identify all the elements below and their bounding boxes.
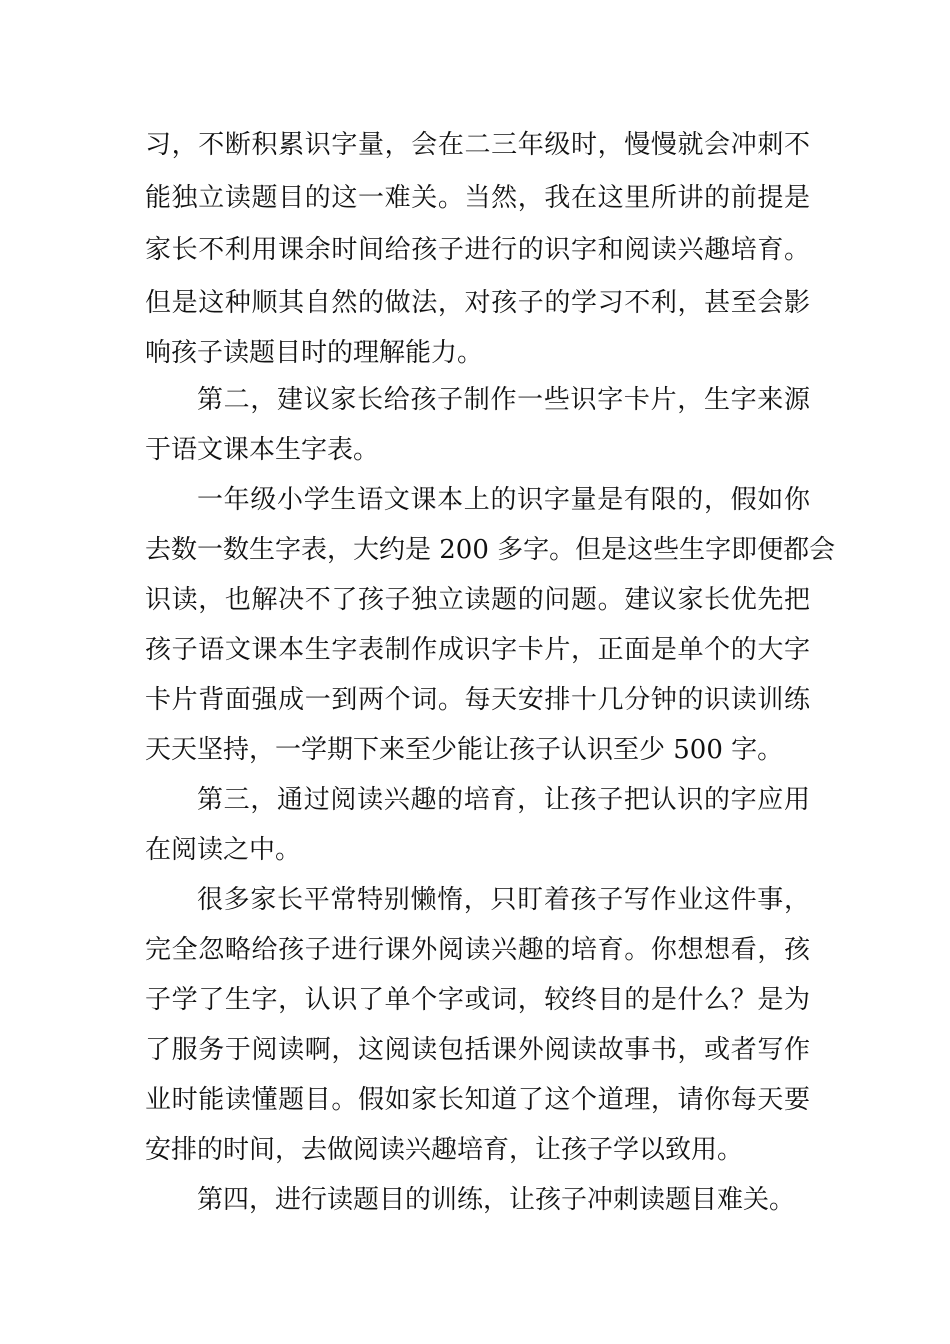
text-line: 安排的时间，去做阅读兴趣培育，让孩子学以致用。 [145, 1135, 744, 1165]
text-line: 卡片背面强成一到两个词。每天安排十几分钟的识读训练 [145, 685, 810, 715]
text-line: 响孩子读题目时的理解能力。 [145, 338, 484, 368]
text-line: 去数一数生字表，大约是 200 多字。但是这些生字即便都会 [145, 535, 836, 565]
text-line: 了服务于阅读啊，这阅读包括课外阅读故事书，或者写作 [145, 1035, 810, 1065]
text-line: 孩子语文课本生字表制作成识字卡片，正面是单个的大字 [145, 635, 810, 665]
text-line: 很多家长平常特别懒惰，只盯着孩子写作业这件事， [197, 885, 810, 915]
text-line: 能独立读题目的这一难关。当然，我在这里所讲的前提是 [145, 183, 810, 213]
text-line: 子学了生字，认识了单个字或词，较终目的是什么？是为 [145, 985, 810, 1015]
text-line: 第二，建议家长给孩子制作一些识字卡片，生字来源 [197, 385, 810, 415]
text-line: 第三，通过阅读兴趣的培育，让孩子把认识的字应用 [197, 785, 810, 815]
text-line: 但是这种顺其自然的做法，对孩子的学习不利，甚至会影 [145, 288, 810, 318]
text-line: 识读，也解决不了孩子独立读题的问题。建议家长优先把 [145, 585, 810, 615]
text-line: 第四，进行读题目的训练，让孩子冲刺读题目难关。 [197, 1185, 796, 1215]
text-line: 一年级小学生语文课本上的识字量是有限的，假如你 [197, 485, 810, 515]
text-line: 习，不断积累识字量，会在二三年级时，慢慢就会冲刺不 [145, 130, 810, 160]
text-line: 在阅读之中。 [145, 835, 302, 865]
text-line: 家长不利用课余时间给孩子进行的识字和阅读兴趣培育。 [145, 235, 810, 265]
text-line: 业时能读懂题目。假如家长知道了这个道理，请你每天要 [145, 1085, 810, 1115]
text-line: 完全忽略给孩子进行课外阅读兴趣的培育。你想想看，孩 [145, 935, 810, 965]
text-line: 于语文课本生字表。 [145, 435, 380, 465]
text-line: 天天坚持，一学期下来至少能让孩子认识至少 500 字。 [145, 735, 784, 765]
